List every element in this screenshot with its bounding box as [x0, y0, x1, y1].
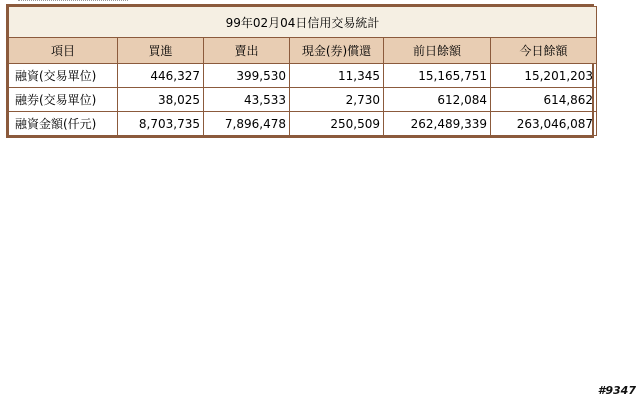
table-row	[9, 112, 597, 136]
row-label: 融資(交易單位)	[9, 64, 118, 88]
header-buy: 買進	[118, 38, 204, 64]
cell-today-balance: 263,046,087	[491, 112, 597, 136]
cell-prev-balance: 262,489,339	[384, 112, 491, 136]
cell-today-balance: 15,201,203	[491, 64, 597, 88]
cell-buy: 8,703,735	[118, 112, 204, 136]
cell-sell: 399,530	[204, 64, 290, 88]
row-label: 融券(交易單位)	[9, 88, 118, 112]
header-prev-balance: 前日餘額	[384, 38, 491, 64]
cell-buy: 446,327	[118, 64, 204, 88]
cell-prev-balance: 15,165,751	[384, 64, 491, 88]
row-label: 融資金額(仟元)	[9, 112, 118, 136]
cell-prev-balance: 612,084	[384, 88, 491, 112]
cell-sell: 43,533	[204, 88, 290, 112]
table-title: 99年02月04日信用交易統計	[9, 7, 597, 38]
cell-today-balance: 614,862	[491, 88, 597, 112]
cell-repay: 2,730	[290, 88, 384, 112]
header-sell: 賣出	[204, 38, 290, 64]
cell-sell: 7,896,478	[204, 112, 290, 136]
header-today-balance: 今日餘額	[491, 38, 597, 64]
table-row	[9, 88, 597, 112]
credit-trading-table	[8, 6, 597, 136]
header-repay: 現金(券)償還	[290, 38, 384, 64]
top-divider	[18, 0, 128, 3]
title-row	[9, 7, 597, 38]
header-row	[9, 38, 597, 64]
table-row	[9, 64, 597, 88]
cell-repay: 11,345	[290, 64, 384, 88]
image-id-stamp: #9347	[597, 384, 636, 397]
header-item: 項目	[9, 38, 118, 64]
credit-trading-table-container	[6, 4, 594, 138]
cell-buy: 38,025	[118, 88, 204, 112]
cell-repay: 250,509	[290, 112, 384, 136]
